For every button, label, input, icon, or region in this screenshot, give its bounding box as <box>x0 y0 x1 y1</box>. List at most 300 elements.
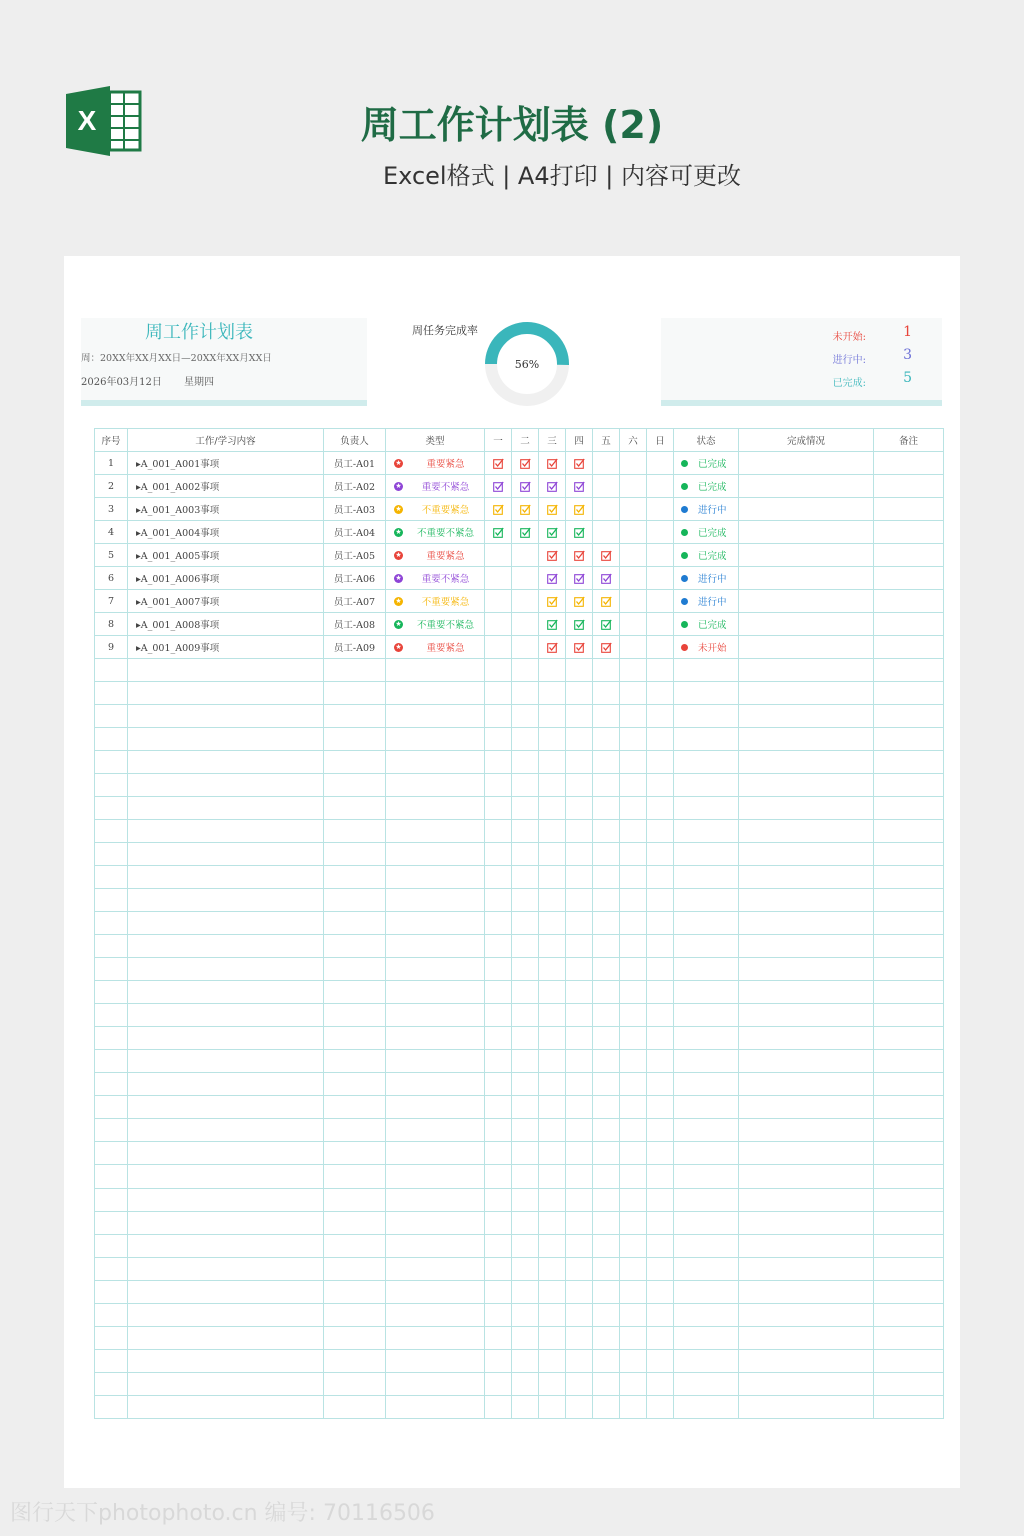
empty-cell[interactable] <box>593 659 620 682</box>
day-cell[interactable] <box>593 590 620 613</box>
empty-table-row[interactable] <box>95 1326 944 1349</box>
empty-cell[interactable] <box>647 1188 674 1211</box>
day-cell[interactable] <box>620 636 647 659</box>
row-number[interactable]: 3 <box>95 498 128 521</box>
empty-cell[interactable] <box>620 1027 647 1050</box>
empty-cell[interactable] <box>739 820 874 843</box>
empty-cell[interactable] <box>739 1326 874 1349</box>
empty-table-row[interactable] <box>95 889 944 912</box>
empty-cell[interactable] <box>566 1050 593 1073</box>
day-cell[interactable] <box>485 567 512 590</box>
empty-table-row[interactable] <box>95 774 944 797</box>
empty-cell[interactable] <box>386 1027 485 1050</box>
empty-cell[interactable] <box>128 820 324 843</box>
day-cell[interactable] <box>539 475 566 498</box>
empty-cell[interactable] <box>324 1257 386 1280</box>
empty-cell[interactable] <box>485 774 512 797</box>
empty-cell[interactable] <box>874 1188 944 1211</box>
empty-cell[interactable] <box>128 1303 324 1326</box>
completion-cell[interactable] <box>739 452 874 475</box>
empty-cell[interactable] <box>647 820 674 843</box>
empty-cell[interactable] <box>566 1234 593 1257</box>
row-number[interactable]: 5 <box>95 544 128 567</box>
empty-cell[interactable] <box>324 935 386 958</box>
empty-cell[interactable] <box>386 1211 485 1234</box>
empty-cell[interactable] <box>95 1050 128 1073</box>
status-cell[interactable] <box>674 567 739 590</box>
empty-cell[interactable] <box>539 797 566 820</box>
empty-cell[interactable] <box>386 935 485 958</box>
empty-cell[interactable] <box>739 935 874 958</box>
empty-cell[interactable] <box>324 1165 386 1188</box>
table-row[interactable] <box>95 498 944 521</box>
empty-cell[interactable] <box>874 866 944 889</box>
notes-cell[interactable] <box>874 452 944 475</box>
empty-cell[interactable] <box>566 1188 593 1211</box>
empty-cell[interactable] <box>674 935 739 958</box>
empty-cell[interactable] <box>674 1326 739 1349</box>
empty-cell[interactable] <box>674 1211 739 1234</box>
empty-cell[interactable] <box>485 843 512 866</box>
empty-cell[interactable] <box>874 751 944 774</box>
empty-cell[interactable] <box>539 1142 566 1165</box>
empty-cell[interactable] <box>386 820 485 843</box>
empty-cell[interactable] <box>95 843 128 866</box>
empty-cell[interactable] <box>95 1027 128 1050</box>
empty-table-row[interactable] <box>95 912 944 935</box>
empty-cell[interactable] <box>674 889 739 912</box>
empty-cell[interactable] <box>739 1349 874 1372</box>
type-cell[interactable] <box>386 613 485 636</box>
empty-cell[interactable] <box>674 682 739 705</box>
empty-cell[interactable] <box>566 797 593 820</box>
empty-cell[interactable] <box>739 1372 874 1395</box>
empty-cell[interactable] <box>128 1280 324 1303</box>
empty-cell[interactable] <box>324 682 386 705</box>
empty-table-row[interactable] <box>95 1211 944 1234</box>
table-row[interactable] <box>95 567 944 590</box>
type-cell[interactable] <box>386 544 485 567</box>
empty-cell[interactable] <box>739 866 874 889</box>
empty-cell[interactable] <box>566 659 593 682</box>
column-header[interactable]: 负责人 <box>324 429 386 452</box>
day-cell[interactable] <box>485 636 512 659</box>
empty-cell[interactable] <box>512 1142 539 1165</box>
empty-table-row[interactable] <box>95 981 944 1004</box>
empty-cell[interactable] <box>324 1234 386 1257</box>
empty-cell[interactable] <box>874 1257 944 1280</box>
type-cell[interactable] <box>386 636 485 659</box>
notes-cell[interactable] <box>874 544 944 567</box>
day-cell[interactable] <box>566 475 593 498</box>
empty-cell[interactable] <box>620 912 647 935</box>
empty-cell[interactable] <box>95 1234 128 1257</box>
empty-cell[interactable] <box>539 1096 566 1119</box>
empty-table-row[interactable] <box>95 1280 944 1303</box>
day-cell[interactable] <box>485 521 512 544</box>
empty-cell[interactable] <box>566 1303 593 1326</box>
empty-cell[interactable] <box>485 1257 512 1280</box>
empty-cell[interactable] <box>95 1073 128 1096</box>
empty-cell[interactable] <box>620 1165 647 1188</box>
day-cell[interactable] <box>485 498 512 521</box>
completion-cell[interactable] <box>739 590 874 613</box>
empty-cell[interactable] <box>674 1234 739 1257</box>
empty-cell[interactable] <box>324 751 386 774</box>
type-cell[interactable] <box>386 452 485 475</box>
empty-cell[interactable] <box>620 1050 647 1073</box>
empty-cell[interactable] <box>739 889 874 912</box>
empty-cell[interactable] <box>512 820 539 843</box>
empty-cell[interactable] <box>324 1349 386 1372</box>
task-cell[interactable]: ▸A_001_A003事项 <box>128 498 324 521</box>
empty-cell[interactable] <box>593 1349 620 1372</box>
empty-cell[interactable] <box>95 1257 128 1280</box>
empty-cell[interactable] <box>512 1073 539 1096</box>
empty-cell[interactable] <box>739 797 874 820</box>
day-cell[interactable] <box>593 544 620 567</box>
day-cell[interactable] <box>647 590 674 613</box>
empty-cell[interactable] <box>324 1004 386 1027</box>
day-cell[interactable] <box>566 521 593 544</box>
empty-cell[interactable] <box>593 889 620 912</box>
empty-cell[interactable] <box>593 843 620 866</box>
empty-cell[interactable] <box>566 1257 593 1280</box>
empty-cell[interactable] <box>539 1280 566 1303</box>
empty-cell[interactable] <box>539 1004 566 1027</box>
empty-cell[interactable] <box>539 1326 566 1349</box>
empty-cell[interactable] <box>739 1257 874 1280</box>
empty-cell[interactable] <box>128 774 324 797</box>
empty-cell[interactable] <box>739 1096 874 1119</box>
empty-cell[interactable] <box>593 728 620 751</box>
empty-cell[interactable] <box>485 935 512 958</box>
empty-cell[interactable] <box>95 1119 128 1142</box>
empty-cell[interactable] <box>512 751 539 774</box>
empty-cell[interactable] <box>739 1211 874 1234</box>
empty-cell[interactable] <box>647 1027 674 1050</box>
empty-cell[interactable] <box>485 1395 512 1418</box>
empty-cell[interactable] <box>95 1142 128 1165</box>
empty-cell[interactable] <box>485 889 512 912</box>
empty-cell[interactable] <box>874 912 944 935</box>
empty-cell[interactable] <box>739 981 874 1004</box>
empty-cell[interactable] <box>324 843 386 866</box>
status-cell[interactable] <box>674 544 739 567</box>
empty-cell[interactable] <box>593 705 620 728</box>
empty-cell[interactable] <box>620 751 647 774</box>
empty-cell[interactable] <box>324 1096 386 1119</box>
empty-cell[interactable] <box>674 1280 739 1303</box>
empty-cell[interactable] <box>128 1395 324 1418</box>
empty-cell[interactable] <box>674 1050 739 1073</box>
column-header[interactable]: 工作/学习内容 <box>128 429 324 452</box>
empty-cell[interactable] <box>593 1280 620 1303</box>
empty-cell[interactable] <box>620 1234 647 1257</box>
owner-cell[interactable]: 员工-A01 <box>324 452 386 475</box>
day-cell[interactable] <box>647 567 674 590</box>
empty-table-row[interactable] <box>95 1257 944 1280</box>
empty-cell[interactable] <box>874 797 944 820</box>
empty-cell[interactable] <box>539 1372 566 1395</box>
empty-cell[interactable] <box>485 1004 512 1027</box>
empty-cell[interactable] <box>95 682 128 705</box>
empty-cell[interactable] <box>539 728 566 751</box>
empty-cell[interactable] <box>593 1050 620 1073</box>
empty-cell[interactable] <box>386 1326 485 1349</box>
empty-cell[interactable] <box>674 1349 739 1372</box>
empty-cell[interactable] <box>386 981 485 1004</box>
empty-cell[interactable] <box>324 1280 386 1303</box>
empty-cell[interactable] <box>739 728 874 751</box>
column-header[interactable]: 二 <box>512 429 539 452</box>
day-cell[interactable] <box>539 544 566 567</box>
empty-cell[interactable] <box>95 935 128 958</box>
day-cell[interactable] <box>620 567 647 590</box>
empty-cell[interactable] <box>324 1395 386 1418</box>
empty-cell[interactable] <box>647 1096 674 1119</box>
empty-cell[interactable] <box>485 866 512 889</box>
empty-cell[interactable] <box>512 1326 539 1349</box>
empty-cell[interactable] <box>485 705 512 728</box>
empty-cell[interactable] <box>593 774 620 797</box>
column-header[interactable]: 类型 <box>386 429 485 452</box>
day-cell[interactable] <box>593 567 620 590</box>
empty-cell[interactable] <box>593 820 620 843</box>
empty-cell[interactable] <box>539 1349 566 1372</box>
empty-cell[interactable] <box>739 751 874 774</box>
empty-cell[interactable] <box>324 1050 386 1073</box>
empty-cell[interactable] <box>539 1188 566 1211</box>
empty-cell[interactable] <box>674 1073 739 1096</box>
empty-cell[interactable] <box>128 682 324 705</box>
empty-cell[interactable] <box>566 682 593 705</box>
empty-cell[interactable] <box>739 659 874 682</box>
task-cell[interactable]: ▸A_001_A001事项 <box>128 452 324 475</box>
empty-cell[interactable] <box>739 774 874 797</box>
empty-cell[interactable] <box>539 1073 566 1096</box>
empty-cell[interactable] <box>566 1027 593 1050</box>
empty-cell[interactable] <box>539 1027 566 1050</box>
empty-cell[interactable] <box>620 981 647 1004</box>
owner-cell[interactable]: 员工-A05 <box>324 544 386 567</box>
empty-cell[interactable] <box>539 751 566 774</box>
empty-cell[interactable] <box>593 958 620 981</box>
empty-cell[interactable] <box>647 1349 674 1372</box>
day-cell[interactable] <box>566 544 593 567</box>
empty-cell[interactable] <box>874 1027 944 1050</box>
day-cell[interactable] <box>593 636 620 659</box>
empty-cell[interactable] <box>128 1004 324 1027</box>
empty-cell[interactable] <box>386 1096 485 1119</box>
empty-cell[interactable] <box>128 1326 324 1349</box>
empty-cell[interactable] <box>128 1027 324 1050</box>
day-cell[interactable] <box>512 475 539 498</box>
empty-cell[interactable] <box>647 728 674 751</box>
type-cell[interactable] <box>386 567 485 590</box>
table-row[interactable] <box>95 544 944 567</box>
empty-cell[interactable] <box>566 1372 593 1395</box>
empty-cell[interactable] <box>566 1280 593 1303</box>
empty-cell[interactable] <box>674 1142 739 1165</box>
empty-cell[interactable] <box>512 889 539 912</box>
empty-table-row[interactable] <box>95 935 944 958</box>
empty-cell[interactable] <box>539 843 566 866</box>
empty-cell[interactable] <box>620 1326 647 1349</box>
empty-cell[interactable] <box>512 1119 539 1142</box>
empty-table-row[interactable] <box>95 1004 944 1027</box>
empty-cell[interactable] <box>674 1096 739 1119</box>
empty-cell[interactable] <box>739 682 874 705</box>
empty-cell[interactable] <box>539 682 566 705</box>
day-cell[interactable] <box>539 521 566 544</box>
empty-cell[interactable] <box>566 1211 593 1234</box>
status-cell[interactable] <box>674 498 739 521</box>
empty-cell[interactable] <box>512 797 539 820</box>
empty-cell[interactable] <box>593 1395 620 1418</box>
owner-cell[interactable]: 员工-A07 <box>324 590 386 613</box>
day-cell[interactable] <box>647 475 674 498</box>
empty-cell[interactable] <box>386 659 485 682</box>
row-number[interactable]: 1 <box>95 452 128 475</box>
empty-table-row[interactable] <box>95 958 944 981</box>
table-row[interactable] <box>95 475 944 498</box>
owner-cell[interactable]: 员工-A09 <box>324 636 386 659</box>
day-cell[interactable] <box>593 613 620 636</box>
empty-cell[interactable] <box>512 1096 539 1119</box>
empty-cell[interactable] <box>128 751 324 774</box>
empty-cell[interactable] <box>539 866 566 889</box>
empty-cell[interactable] <box>95 1188 128 1211</box>
empty-cell[interactable] <box>647 1211 674 1234</box>
empty-cell[interactable] <box>485 1188 512 1211</box>
empty-cell[interactable] <box>566 843 593 866</box>
empty-cell[interactable] <box>739 1280 874 1303</box>
empty-cell[interactable] <box>739 1142 874 1165</box>
empty-cell[interactable] <box>95 705 128 728</box>
empty-cell[interactable] <box>674 866 739 889</box>
day-cell[interactable] <box>566 590 593 613</box>
empty-cell[interactable] <box>128 889 324 912</box>
empty-cell[interactable] <box>620 1096 647 1119</box>
empty-cell[interactable] <box>566 1073 593 1096</box>
task-cell[interactable]: ▸A_001_A007事项 <box>128 590 324 613</box>
empty-cell[interactable] <box>128 705 324 728</box>
empty-cell[interactable] <box>620 1119 647 1142</box>
empty-cell[interactable] <box>512 1303 539 1326</box>
empty-cell[interactable] <box>539 935 566 958</box>
completion-cell[interactable] <box>739 544 874 567</box>
empty-cell[interactable] <box>739 1004 874 1027</box>
empty-cell[interactable] <box>620 1303 647 1326</box>
empty-cell[interactable] <box>874 1004 944 1027</box>
empty-cell[interactable] <box>386 1372 485 1395</box>
status-cell[interactable] <box>674 590 739 613</box>
empty-cell[interactable] <box>674 958 739 981</box>
empty-cell[interactable] <box>593 1303 620 1326</box>
empty-cell[interactable] <box>386 682 485 705</box>
notes-cell[interactable] <box>874 475 944 498</box>
empty-cell[interactable] <box>566 1004 593 1027</box>
empty-cell[interactable] <box>739 1395 874 1418</box>
empty-cell[interactable] <box>386 751 485 774</box>
empty-cell[interactable] <box>739 1165 874 1188</box>
completion-cell[interactable] <box>739 521 874 544</box>
empty-cell[interactable] <box>512 1211 539 1234</box>
empty-cell[interactable] <box>128 1073 324 1096</box>
empty-cell[interactable] <box>647 1119 674 1142</box>
day-cell[interactable] <box>485 452 512 475</box>
empty-cell[interactable] <box>647 1280 674 1303</box>
empty-cell[interactable] <box>874 1050 944 1073</box>
empty-cell[interactable] <box>324 1303 386 1326</box>
day-cell[interactable] <box>512 567 539 590</box>
table-row[interactable] <box>95 636 944 659</box>
empty-cell[interactable] <box>539 1050 566 1073</box>
empty-cell[interactable] <box>674 1188 739 1211</box>
empty-table-row[interactable] <box>95 1050 944 1073</box>
empty-cell[interactable] <box>512 1165 539 1188</box>
empty-cell[interactable] <box>485 1073 512 1096</box>
day-cell[interactable] <box>647 498 674 521</box>
empty-cell[interactable] <box>620 1004 647 1027</box>
empty-cell[interactable] <box>593 1096 620 1119</box>
empty-cell[interactable] <box>620 935 647 958</box>
empty-cell[interactable] <box>593 682 620 705</box>
day-cell[interactable] <box>620 475 647 498</box>
empty-cell[interactable] <box>324 728 386 751</box>
empty-cell[interactable] <box>128 1349 324 1372</box>
empty-cell[interactable] <box>324 1073 386 1096</box>
empty-cell[interactable] <box>566 728 593 751</box>
day-cell[interactable] <box>647 521 674 544</box>
empty-cell[interactable] <box>128 1096 324 1119</box>
empty-cell[interactable] <box>647 1234 674 1257</box>
empty-cell[interactable] <box>593 912 620 935</box>
empty-cell[interactable] <box>674 820 739 843</box>
empty-cell[interactable] <box>512 659 539 682</box>
empty-cell[interactable] <box>647 981 674 1004</box>
empty-cell[interactable] <box>647 1142 674 1165</box>
empty-cell[interactable] <box>674 1004 739 1027</box>
empty-cell[interactable] <box>647 751 674 774</box>
day-cell[interactable] <box>512 521 539 544</box>
empty-cell[interactable] <box>512 1027 539 1050</box>
empty-cell[interactable] <box>674 1395 739 1418</box>
empty-cell[interactable] <box>620 889 647 912</box>
empty-cell[interactable] <box>874 889 944 912</box>
empty-cell[interactable] <box>739 958 874 981</box>
day-cell[interactable] <box>485 475 512 498</box>
task-cell[interactable]: ▸A_001_A002事项 <box>128 475 324 498</box>
empty-cell[interactable] <box>647 889 674 912</box>
empty-cell[interactable] <box>324 1027 386 1050</box>
empty-table-row[interactable] <box>95 1073 944 1096</box>
empty-cell[interactable] <box>512 1188 539 1211</box>
empty-cell[interactable] <box>566 889 593 912</box>
day-cell[interactable] <box>566 452 593 475</box>
empty-cell[interactable] <box>647 797 674 820</box>
empty-cell[interactable] <box>566 935 593 958</box>
empty-cell[interactable] <box>95 751 128 774</box>
day-cell[interactable] <box>566 636 593 659</box>
empty-cell[interactable] <box>512 682 539 705</box>
status-cell[interactable] <box>674 521 739 544</box>
empty-cell[interactable] <box>874 843 944 866</box>
task-cell[interactable]: ▸A_001_A006事项 <box>128 567 324 590</box>
table-row[interactable] <box>95 613 944 636</box>
day-cell[interactable] <box>620 613 647 636</box>
